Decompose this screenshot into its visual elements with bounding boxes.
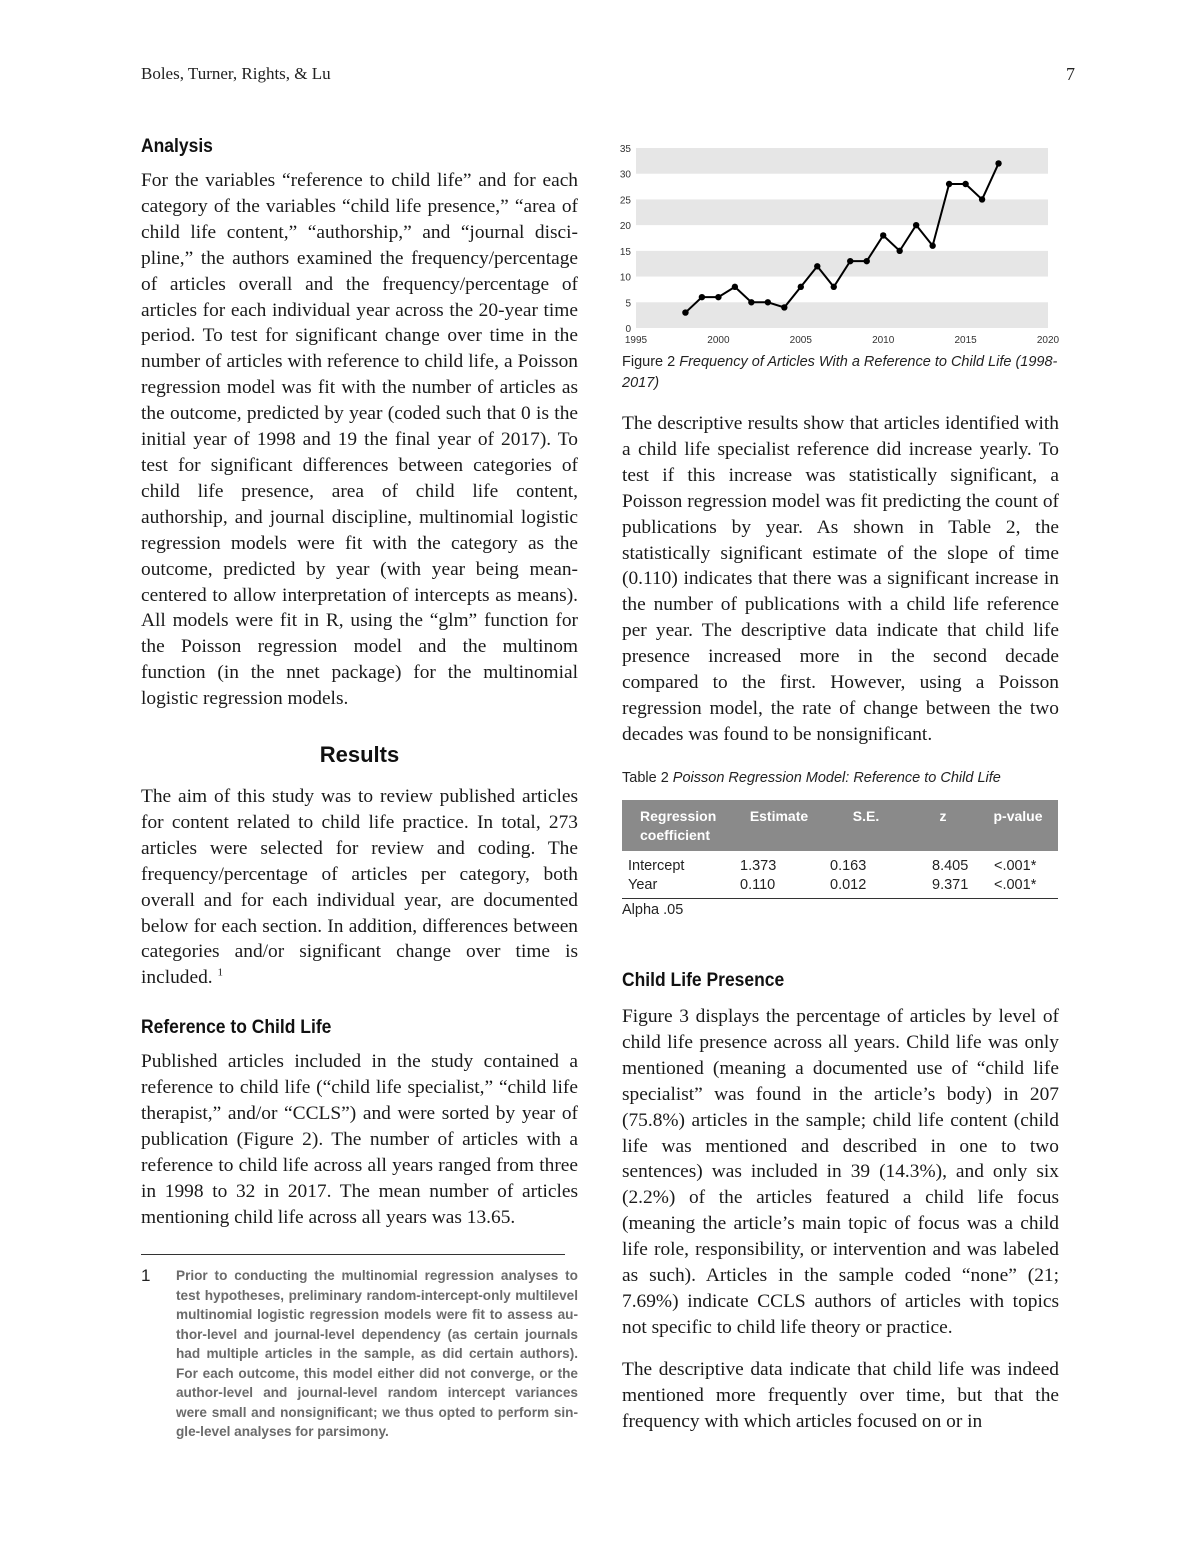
table-row xyxy=(622,851,1058,876)
data-point xyxy=(682,309,688,315)
table-cell: 8.405 xyxy=(932,858,969,874)
x-tick-label: 2000 xyxy=(707,335,730,346)
table-header-row xyxy=(622,800,1058,851)
data-point xyxy=(864,258,870,264)
results-text: The aim of this study was to review published articles for content related to child life practice. In total, 273 articles were selected for review and coding. The frequency/percentage of articles per category, both overall and for each individual year, are documented below for each section. In addition, differences between categories and/or significant change over time is included. xyxy=(141,786,578,989)
poisson-regression-table xyxy=(622,800,1058,899)
descriptive-paragraph: The descriptive results show that articles identified with a child life specialist reference did increase yearly. To test if this increase was statistically significant, a Poisson regression model was fit predicting the count of publications by year. As shown in Table 2, the statistically significant estimate of the slope of time (0.110) indicates that there was a significant increase in the number of publications with a child life reference per year. The descriptive data indicate that child life presence increased more in the second decade compared to the first. However, using a Poisson regression model, the rate of change between the two decades was found to be nonsignificant. xyxy=(622,413,1059,745)
table-cell: <.001* xyxy=(994,858,1037,874)
y-tick-label: 30 xyxy=(619,169,631,181)
data-point xyxy=(929,243,935,249)
x-tick-label: 2020 xyxy=(1036,335,1060,346)
footnote-number: 1 xyxy=(141,1266,151,1285)
table-cell: Intercept xyxy=(628,858,685,874)
figure-label: Figure 2 xyxy=(622,354,676,370)
y-tick-label: 5 xyxy=(625,298,631,310)
analysis-heading: Analysis xyxy=(141,136,213,157)
data-point xyxy=(962,181,968,187)
grid-band xyxy=(636,199,1048,225)
data-point xyxy=(831,284,837,290)
analysis-paragraph: For the variables “reference to child life” and for each category of the variables “child life presence,” “area of child life content,” “authorship,” and “journal discipline,” the authors examined the frequency/percentage of articles overall and the frequency/percentage of articles for each individual year across the 20-year time period. To test for significant change over time in the number of articles with reference to child life, a Poisson regression model was fit with the number of articles as the outcome, predicted by year (coded such that 0 is the initial year of 1998 and 19 the final year of 2017). To test for significant differences between categories of child life presence, area of child life content, authorship, and journal discipline, multinomial logistic regression models were fit with the category as the outcome, predicted by year (with year being mean-centered to allow interpretation of intercepts as means). All models were fit in R, using the “glm” function for the Poisson regression model and the multinom function (in the nnet package) for the multinomial logistic regression models. xyxy=(141,170,578,710)
left-column xyxy=(141,136,578,1231)
footnote-text: Prior to conducting the multinomial regression analyses to test hypotheses, preliminary random-intercept-only multilevel multinomial logistic regression models were fit to assess author-level and journal-level dependency (as certain journals had multiple articles in the sample, as did certain authors). For each outcome, this model either did not converge, or the author-level and journal-level random intercept variances were small and nonsignificant; we thus opted to perform single-level analyses for parsimony. xyxy=(176,1268,578,1439)
x-tick-label: 1995 xyxy=(624,335,648,346)
table-label: Table 2 xyxy=(622,770,669,786)
data-point xyxy=(781,304,787,310)
right-column-lower xyxy=(622,970,1059,1435)
reference-paragraph: Published articles included in the study contained a reference to child life (“child life specialist,” “child life therapist,” and/or “CCLS”) and were sorted by year of publication (Figure 2). The number of articles with a reference to child life across all years ranged from three in 1998 to 32 in 2017. The mean number of articles mentioning child life across all years was 13.65. xyxy=(141,1051,578,1228)
table-cell: 0.163 xyxy=(830,858,867,874)
data-point xyxy=(699,294,705,300)
data-point xyxy=(913,222,919,228)
results-heading: Results xyxy=(319,742,400,768)
presence-paragraph-1: Figure 3 displays the percentage of articles by level of child life presence across all years. Child life was only mentioned (meaning a documented use of “child life specialist” was found in the article’s body) in 207 (75.8%) articles in the sample; child life content (child life was mentioned and described in one to two sentences) was included in 39 (14.3%), and only six (2.2%) of the articles featured a child life focus (meaning the article’s main topic of focus was a child life role, responsibility, or intervention and was labeled as such). Articles in the sample coded “none” (21; 7.69%) indicate CCLS authors of articles with topics not specific to child life theory or practice. xyxy=(622,1006,1059,1338)
running-header-authors: Boles, Turner, Rights, & Lu xyxy=(141,64,331,83)
y-tick-label: 10 xyxy=(619,272,631,284)
x-tick-label: 2005 xyxy=(789,335,812,346)
data-point xyxy=(798,284,804,290)
footnote-divider xyxy=(141,1254,565,1255)
data-point xyxy=(814,263,820,269)
data-point xyxy=(880,232,886,238)
col-header-z: z xyxy=(908,800,978,851)
presence-paragraph-2: The descriptive data indicate that child life was indeed mentioned more frequently over time, but that the frequency with which articles focused on or in xyxy=(622,1358,1059,1432)
y-tick-label: 0 xyxy=(625,324,631,335)
col-header-estimate: Estimate xyxy=(734,800,824,851)
presence-heading: Child Life Presence xyxy=(622,970,785,991)
table-cell: Year xyxy=(622,876,734,899)
figure-caption xyxy=(622,352,1062,394)
y-tick-label: 15 xyxy=(619,246,631,258)
data-point xyxy=(979,196,985,202)
line-chart xyxy=(612,138,1062,350)
x-tick-label: 2010 xyxy=(872,335,895,346)
data-point xyxy=(732,284,738,290)
page-number: 7 xyxy=(1066,64,1075,84)
reference-heading: Reference to Child Life xyxy=(141,1017,332,1039)
figure-2-chart xyxy=(612,138,1062,350)
table-title: Poisson Regression Model: Reference to Child Life xyxy=(672,770,1001,786)
col-header-pvalue: p-value xyxy=(978,800,1058,851)
table-cell: 0.012 xyxy=(824,876,908,899)
table-cell: <.001* xyxy=(978,876,1058,899)
data-point xyxy=(715,294,721,300)
x-tick-label: 2015 xyxy=(954,335,977,346)
table-cell: 0.110 xyxy=(734,876,824,899)
right-column xyxy=(622,411,1059,748)
data-point xyxy=(995,160,1001,166)
data-point xyxy=(946,181,952,187)
table-cell: 1.373 xyxy=(740,858,777,874)
results-paragraph xyxy=(141,784,578,991)
y-tick-label: 25 xyxy=(619,195,631,207)
col-header-coefficient: Regression coefficient xyxy=(622,800,734,851)
figure-title: Frequency of Articles With a Reference to Child Life (1998-2017) xyxy=(622,354,1058,391)
data-point xyxy=(847,258,853,264)
grid-band xyxy=(636,302,1048,328)
data-point xyxy=(748,299,754,305)
footnote-marker[interactable]: 1 xyxy=(217,966,223,979)
col-header-se: S.E. xyxy=(824,800,908,851)
y-tick-label: 20 xyxy=(619,221,631,233)
grid-band xyxy=(636,148,1048,174)
data-point xyxy=(765,299,771,305)
table-row xyxy=(622,876,1058,899)
table-caption xyxy=(622,770,1062,786)
y-tick-label: 35 xyxy=(619,144,631,155)
table-note: Alpha .05 xyxy=(622,902,684,918)
data-point xyxy=(896,248,902,254)
table-cell: 9.371 xyxy=(908,876,978,899)
